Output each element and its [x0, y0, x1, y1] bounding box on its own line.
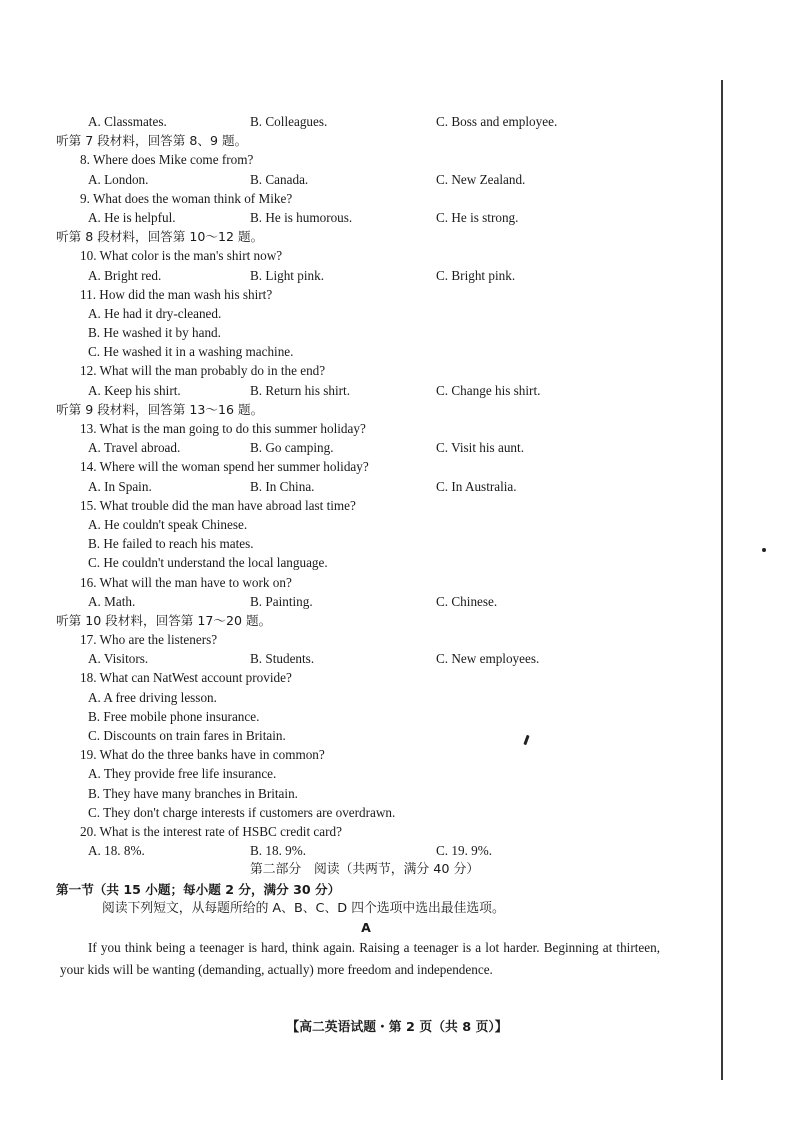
scan-edge-line	[721, 80, 723, 1080]
option-b[interactable]: B. Free mobile phone insurance.	[88, 708, 260, 724]
question-10-options	[56, 266, 676, 285]
reading-instruction: 阅读下列短文，从每题所给的 A、B、C、D 四个选项中选出最佳选项。	[102, 900, 505, 916]
section-heading-9: 听第 9 段材料，回答第 13～16 题。	[56, 401, 264, 417]
option-c[interactable]: C. He is strong.	[436, 209, 519, 225]
question-13: 13. What is the man going to do this summer holiday?	[80, 421, 366, 436]
exam-page	[56, 112, 676, 981]
option-c[interactable]: C. Bright pink.	[436, 267, 516, 283]
question-12: 12. What will the man probably do in the end?	[80, 363, 326, 379]
option-b[interactable]: B. Go camping.	[250, 440, 334, 456]
option-c[interactable]: C. They don't charge interests if customers are overdrawn.	[88, 804, 396, 820]
option-c[interactable]: C. Boss and employee.	[436, 114, 558, 129]
question-9: 9. What does the woman think of Mike?	[80, 190, 293, 206]
option-b[interactable]: B. Return his shirt.	[250, 382, 351, 398]
option-c[interactable]: C. Discounts on train fares in Britain.	[88, 728, 286, 743]
passage-label: A	[361, 919, 371, 935]
option-b[interactable]: B. He is humorous.	[250, 209, 353, 225]
option-c[interactable]: C. Visit his aunt.	[436, 440, 524, 456]
question-19: 19. What do the three banks have in common?	[80, 747, 325, 763]
question-13-options	[56, 438, 676, 457]
question-15: 15. What trouble did the man have abroad last time?	[80, 497, 356, 513]
option-b[interactable]: B. Painting.	[250, 593, 313, 609]
section-heading-10: 听第 10 段材料，回答第 17～20 题。	[56, 612, 272, 628]
option-b[interactable]: B. Students.	[250, 651, 315, 667]
option-c[interactable]: C. In Australia.	[436, 478, 517, 494]
question-14-options	[56, 477, 676, 496]
option-a[interactable]: A. He had it dry-cleaned.	[88, 305, 222, 321]
option-a[interactable]: A. In Spain.	[88, 478, 152, 494]
option-a[interactable]: A. Classmates.	[88, 114, 167, 129]
option-b[interactable]: B. Canada.	[250, 171, 309, 187]
question-9-options	[56, 208, 676, 227]
question-17: 17. Who are the listeners?	[80, 632, 218, 648]
question-14: 14. Where will the woman spend her summer holiday?	[80, 459, 369, 475]
option-b[interactable]: B. He washed it by hand.	[88, 325, 221, 341]
option-b[interactable]: B. He failed to reach his mates.	[88, 536, 254, 552]
option-b[interactable]: B. Colleagues.	[250, 114, 328, 129]
option-c[interactable]: C. He couldn't understand the local language.	[88, 555, 328, 571]
option-a[interactable]: A. London.	[88, 171, 149, 187]
question-12-options	[56, 381, 676, 400]
option-c[interactable]: C. New Zealand.	[436, 171, 526, 187]
option-a[interactable]: A. 18. 8%.	[88, 843, 145, 859]
option-a[interactable]: A. Bright red.	[88, 267, 162, 283]
option-a[interactable]: A. Keep his shirt.	[88, 382, 181, 398]
option-b[interactable]: B. Light pink.	[250, 267, 324, 283]
option-c[interactable]: C. New employees.	[436, 651, 540, 667]
question-11: 11. How did the man wash his shirt?	[80, 286, 273, 302]
option-b[interactable]: B. 18. 9%.	[250, 843, 307, 859]
question-16-options	[56, 592, 676, 611]
section-heading-8: 听第 8 段材料，回答第 10～12 题。	[56, 229, 264, 245]
option-c[interactable]: C. He washed it in a washing machine.	[88, 344, 294, 360]
option-c[interactable]: C. Change his shirt.	[436, 382, 541, 398]
option-b[interactable]: B. In China.	[250, 478, 315, 494]
option-a[interactable]: A. He is helpful.	[88, 209, 176, 225]
question-16: 16. What will the man have to work on?	[80, 574, 292, 590]
page-footer: 【高二英语试题・第 2 页（共 8 页）】	[286, 1020, 508, 1035]
option-a[interactable]: A. Travel abroad.	[88, 440, 181, 456]
option-a[interactable]: A. They provide free life insurance.	[88, 766, 277, 782]
option-c[interactable]: C. 19. 9%.	[436, 843, 493, 859]
option-a[interactable]: A. He couldn't speak Chinese.	[88, 516, 248, 532]
question-7-options	[56, 112, 676, 131]
section-heading-7: 听第 7 段材料，回答第 8、9 题。	[56, 133, 248, 149]
question-18: 18. What can NatWest account provide?	[80, 670, 292, 686]
section-one-title: 第一节（共 15 小题；每小题 2 分，满分 30 分）	[56, 881, 341, 897]
option-c[interactable]: C. Chinese.	[436, 593, 498, 609]
part-two-title: 第二部分 阅读（共两节，满分 40 分）	[250, 862, 480, 878]
question-8-options	[56, 170, 676, 189]
question-8: 8. Where does Mike come from?	[80, 152, 254, 168]
question-20: 20. What is the interest rate of HSBC credit card?	[80, 823, 342, 839]
option-a[interactable]: A. A free driving lesson.	[88, 689, 217, 705]
option-b[interactable]: B. They have many branches in Britain.	[88, 785, 298, 801]
question-20-options	[56, 841, 676, 860]
option-a[interactable]: A. Math.	[88, 593, 136, 609]
question-17-options	[56, 649, 676, 668]
scan-speck	[762, 548, 766, 552]
question-10: 10. What color is the man's shirt now?	[80, 248, 283, 264]
passage-text: If you think being a teenager is hard, think again. Raising a teenager is a lot harder. Beginning at thirteen, your kids will be wanting (demanding, actually) more freedom and independence.	[60, 940, 660, 978]
option-a[interactable]: A. Visitors.	[88, 651, 149, 667]
